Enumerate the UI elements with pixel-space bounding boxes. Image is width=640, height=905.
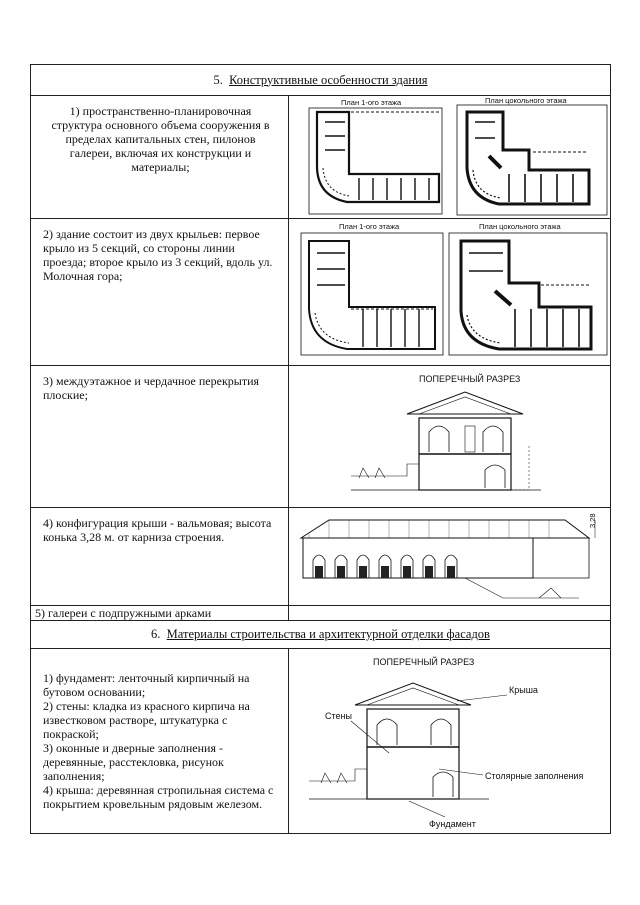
- materials-list: [31, 649, 289, 834]
- cross-section-1: [289, 366, 611, 507]
- cross-section-title-2: ПОПЕРЕЧНЫЙ РАЗРЕЗ: [373, 657, 475, 667]
- plan-first-floor-drawing: [309, 108, 442, 214]
- materials-item-foundation: 1) фундамент: ленточный кирпичный на бутовом основании;: [43, 671, 250, 699]
- plan-basement-label-2: План цокольного этажа: [479, 222, 561, 231]
- row-4-text: 4) конфигурация крыши - вальмовая; высота конька 3,28 м. от карниза строения.: [31, 508, 289, 606]
- row-3-figure: [289, 366, 611, 508]
- row-floors: [31, 366, 611, 508]
- section-5-header: [31, 65, 611, 96]
- facade-elevation: [289, 508, 611, 605]
- row-4-figure: [289, 508, 611, 606]
- cross-section-drawing-1: [351, 392, 541, 490]
- materials-item-roof: 4) крыша: деревянная стропильная система с покрытием кровельным рядовым железом.: [43, 783, 274, 811]
- materials-item-walls: 2) стены: кладка из красного кирпича на известковом растворе, штукатурка с покраской;: [43, 699, 250, 741]
- building-features-table: [30, 64, 611, 834]
- section-5-title: Конструктивные особенности здания: [229, 72, 428, 87]
- row-1-text: 1) пространственно-планировочная структура основного объема сооружения в пределах капитальных стен, пилонов галереи, включая их конструкции и материалы;: [31, 96, 289, 219]
- row-roof: [31, 508, 611, 606]
- floor-plans-2: [289, 219, 611, 365]
- roof-dimension-label: 3,28: [588, 513, 597, 528]
- plan-first-floor-label-2: План 1-ого этажа: [339, 222, 400, 231]
- section-6-title: Материалы строительства и архитектурной отделки фасадов: [166, 627, 490, 641]
- label-roof: Крыша: [509, 685, 538, 695]
- floor-plans-1: [289, 96, 611, 218]
- cross-section-drawing-2: [309, 683, 507, 817]
- label-foundation: Фундамент: [429, 819, 476, 829]
- materials-item-joinery: 3) оконные и дверные заполнения - деревянные, расстекловка, рисунок заполнения;: [43, 741, 224, 783]
- label-walls: Стены: [325, 711, 352, 721]
- cross-section-title-1: ПОПЕРЕЧНЫЙ РАЗРЕЗ: [419, 374, 521, 384]
- row-wings: [31, 219, 611, 366]
- cross-section-2: [289, 649, 611, 833]
- row-materials: [31, 649, 611, 834]
- section-6-number: 6.: [151, 627, 161, 641]
- facade-gallery-openings: [315, 566, 455, 578]
- section-6-header: [31, 621, 611, 649]
- plan-first-floor-label: План 1-ого этажа: [341, 98, 402, 107]
- materials-figure: [289, 649, 611, 834]
- row-5-text: 5) галереи с подпружными арками: [31, 606, 289, 621]
- plan-basement-drawing-2: [449, 233, 607, 355]
- section-5-number: 5.: [213, 72, 223, 87]
- plan-first-floor-drawing-2: [301, 233, 443, 355]
- row-3-text: 3) междуэтажное и чердачное перекрытия плоские;: [31, 366, 289, 508]
- row-2-figure: [289, 219, 611, 366]
- row-5-empty: [289, 606, 611, 621]
- facade-drawing: [301, 520, 595, 598]
- plan-basement-label: План цокольного этажа: [485, 96, 567, 105]
- row-1-figure: [289, 96, 611, 219]
- row-galleries: [31, 606, 611, 621]
- label-joinery: Столярные заполнения: [485, 771, 584, 781]
- row-2-text: 2) здание состоит из двух крыльев: первое крыло из 5 секций, со стороны линии проезда; второе крыло из 3 секций, вдоль ул. Молочная гора;: [31, 219, 289, 366]
- row-structure: [31, 96, 611, 219]
- document: [30, 64, 610, 834]
- plan-basement-drawing: [457, 105, 607, 215]
